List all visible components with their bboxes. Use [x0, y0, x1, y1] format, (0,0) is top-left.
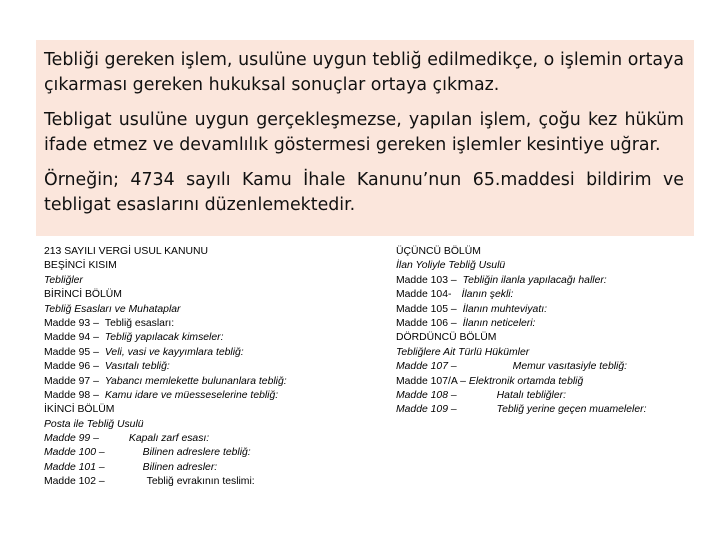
article-item: Madde 94 – Tebliğ yapılacak kimseler:	[44, 332, 224, 344]
article-item: Madde 93 – Tebliğ esasları:	[44, 317, 175, 329]
article-item: Madde 100 – Bilinen adreslere tebliğ:	[44, 447, 251, 459]
article-item: Madde 101 – Bilinen adresler:	[44, 461, 218, 473]
article-item: Madde 104- İlanın şekli:	[396, 289, 514, 301]
article-item: Madde 106 – İlanın neticeleri:	[396, 317, 536, 329]
article-item: Madde 98 – Kamu idare ve müesseselerine tebliğ:	[44, 389, 279, 401]
chapter-heading: BİRİNCİ BÖLÜM	[44, 289, 122, 301]
paragraph-1: Tebliği gereken işlem, usulüne uygun tebliğ edilmedikçe, o işlemin ortaya çıkarması gereken hukuksal sonuçlar ortaya çıkmaz.	[44, 50, 684, 95]
highlight-box	[36, 40, 694, 236]
chapter-subtitle: Tebliğlere Ait Türlü Hükümler	[396, 346, 530, 358]
article-item: Madde 102 – Tebliğ evrakının teslimi:	[44, 476, 255, 488]
law-outline-right	[396, 245, 696, 418]
part-heading: BEŞİNCİ KISIM	[44, 260, 117, 272]
chapter-heading: DÖRDÜNCÜ BÖLÜM	[396, 332, 497, 344]
article-item: Madde 95 – Veli, vasi ve kayyımlara tebliğ:	[44, 346, 244, 358]
article-item: Madde 107 – Memur vasıtasiyle tebliğ:	[396, 361, 628, 373]
article-item: Madde 107/A – Elektronik ortamda tebliğ	[396, 375, 584, 387]
section-subtitle: Tebliğler	[44, 274, 83, 286]
paragraph-3: Örneğin; 4734 sayılı Kamu İhale Kanunu’nun 65.maddesi bildirim ve tebligat esaslarını düzenlemektedir.	[44, 170, 684, 215]
article-item: Madde 97 – Yabancı memlekette bulunanlara tebliğ:	[44, 375, 287, 387]
article-item: Madde 108 – Hatalı tebliğler:	[396, 389, 566, 401]
paragraph-2: Tebligat usulüne uygun gerçekleşmezse, yapılan işlem, çoğu kez hüküm ifade etmez ve devamlılık göstermesi gereken işlemler kesintiye uğrar.	[44, 110, 684, 155]
law-outline-left	[44, 245, 364, 490]
article-item: Madde 96 – Vasıtalı tebliğ:	[44, 361, 170, 373]
chapter-subtitle: İlan Yoliyle Tebliğ Usulü	[396, 260, 506, 272]
article-item: Madde 105 – İlanın muhteviyatı:	[396, 303, 547, 315]
article-item: Madde 103 – Tebliğin ilanla yapılacağı haller:	[396, 274, 607, 286]
chapter-heading: ÜÇÜNCÜ BÖLÜM	[396, 246, 481, 257]
chapter-subtitle: Posta ile Tebliğ Usulü	[44, 418, 144, 430]
chapter-heading: İKİNCİ BÖLÜM	[44, 404, 115, 416]
chapter-subtitle: Tebliğ Esasları ve Muhataplar	[44, 303, 181, 315]
article-item: Madde 99 – Kapalı zarf esası:	[44, 433, 210, 445]
law-title: 213 SAYILI VERGİ USUL KANUNU	[44, 246, 208, 257]
article-item: Madde 109 – Tebliğ yerine geçen muameleler:	[396, 404, 647, 416]
